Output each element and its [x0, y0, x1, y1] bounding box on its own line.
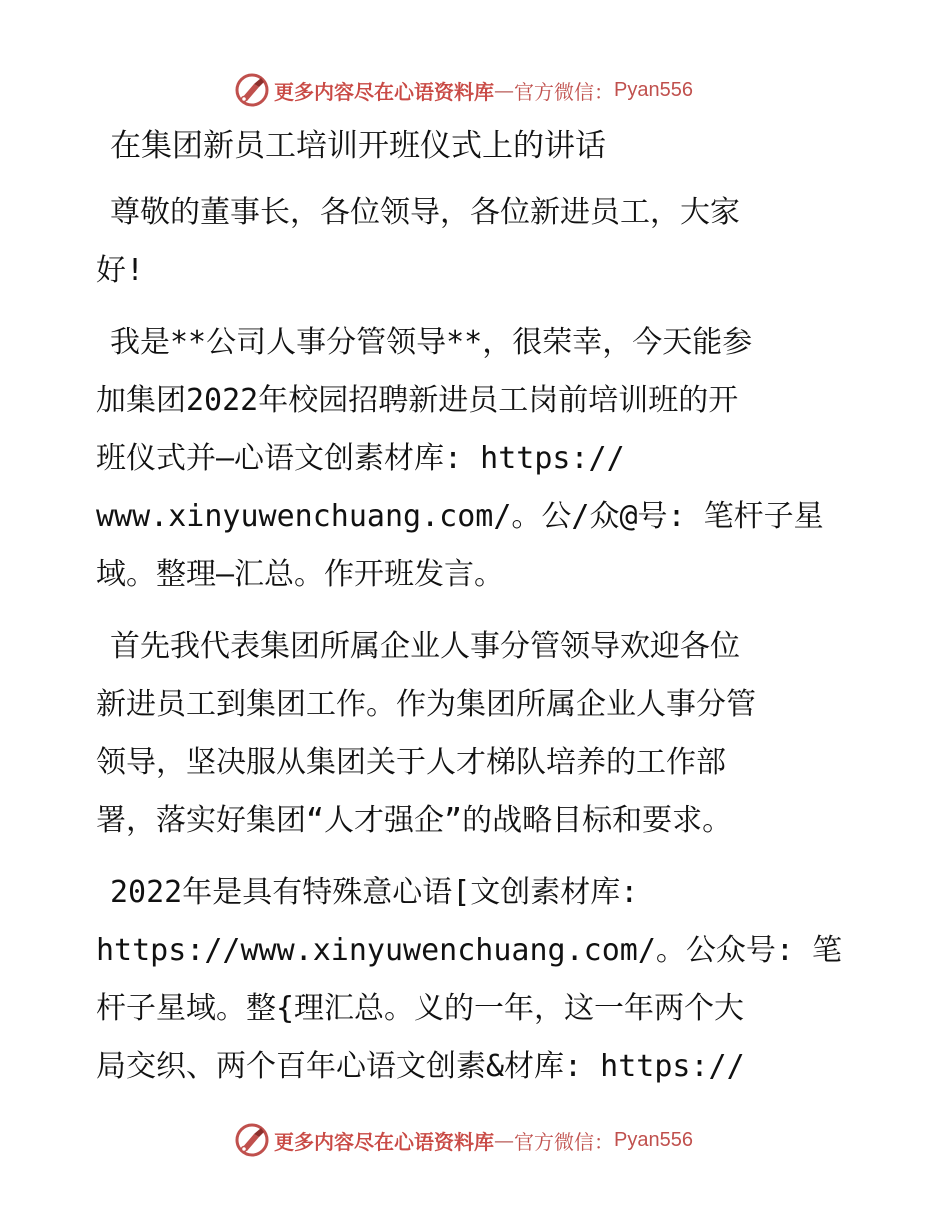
watermark-footer [234, 1122, 734, 1158]
pen-logo-icon [234, 72, 270, 108]
paragraph-year-2022 [96, 864, 856, 1096]
paragraph-line: www.xinyuwenchuang.com/。公/众@号: 笔杆子星 [96, 499, 824, 534]
watermark-tail: 官方微信： [514, 1129, 614, 1154]
paragraph-line: 署，落实好集团“人才强企”的战略目标和要求。 [96, 803, 733, 838]
paragraph-line: 首先我代表集团所属企业人事分管领导欢迎各位 [110, 629, 740, 664]
watermark-separator: — [494, 78, 514, 102]
watermark-brand: 更多内容尽在心语资料库 [274, 79, 494, 104]
paragraph-line: https://www.xinyuwenchuang.com/。公众号: 笔 [96, 933, 843, 968]
paragraph-line: 新进员工到集团工作。作为集团所属企业人事分管 [96, 687, 756, 722]
watermark-brand: 更多内容尽在心语资料库 [274, 1129, 494, 1154]
paragraph-greeting [96, 184, 856, 300]
document-title: 在集团新员工培训开班仪式上的讲话 [110, 128, 606, 164]
paragraph-line: 局交织、两个百年心语文创素&材库: https:// [96, 1049, 745, 1084]
paragraph-introduction [96, 314, 856, 604]
paragraph-line: 加集团2022年校园招聘新进员工岗前培训班的开 [96, 383, 739, 418]
paragraph-line: 尊敬的董事长，各位领导，各位新进员工，大家 [110, 195, 740, 230]
watermark-header [234, 72, 734, 108]
paragraph-line: 我是**公司人事分管领导**，很荣幸，今天能参 [110, 325, 753, 360]
paragraph-line: 2022年是具有特殊意心语[文创素材库: [110, 875, 639, 910]
watermark-separator: — [494, 1128, 514, 1152]
paragraph-line: 杆子星域。整{理汇总。义的一年，这一年两个大 [96, 991, 745, 1026]
pen-logo-icon [234, 1122, 270, 1158]
watermark-account: Pyan556 [614, 1128, 693, 1151]
paragraph-line: 好! [96, 253, 145, 288]
watermark-tail: 官方微信： [514, 79, 614, 104]
watermark-account: Pyan556 [614, 78, 693, 101]
document-body [96, 122, 856, 1096]
paragraph-line: 域。整理—汇总。作开班发言。 [96, 557, 505, 592]
paragraph-welcome [96, 618, 856, 850]
paragraph-line: 班仪式并—心语文创素材库: https:// [96, 441, 625, 476]
paragraph-line: 领导，坚决服从集团关于人才梯队培养的工作部 [96, 745, 726, 780]
